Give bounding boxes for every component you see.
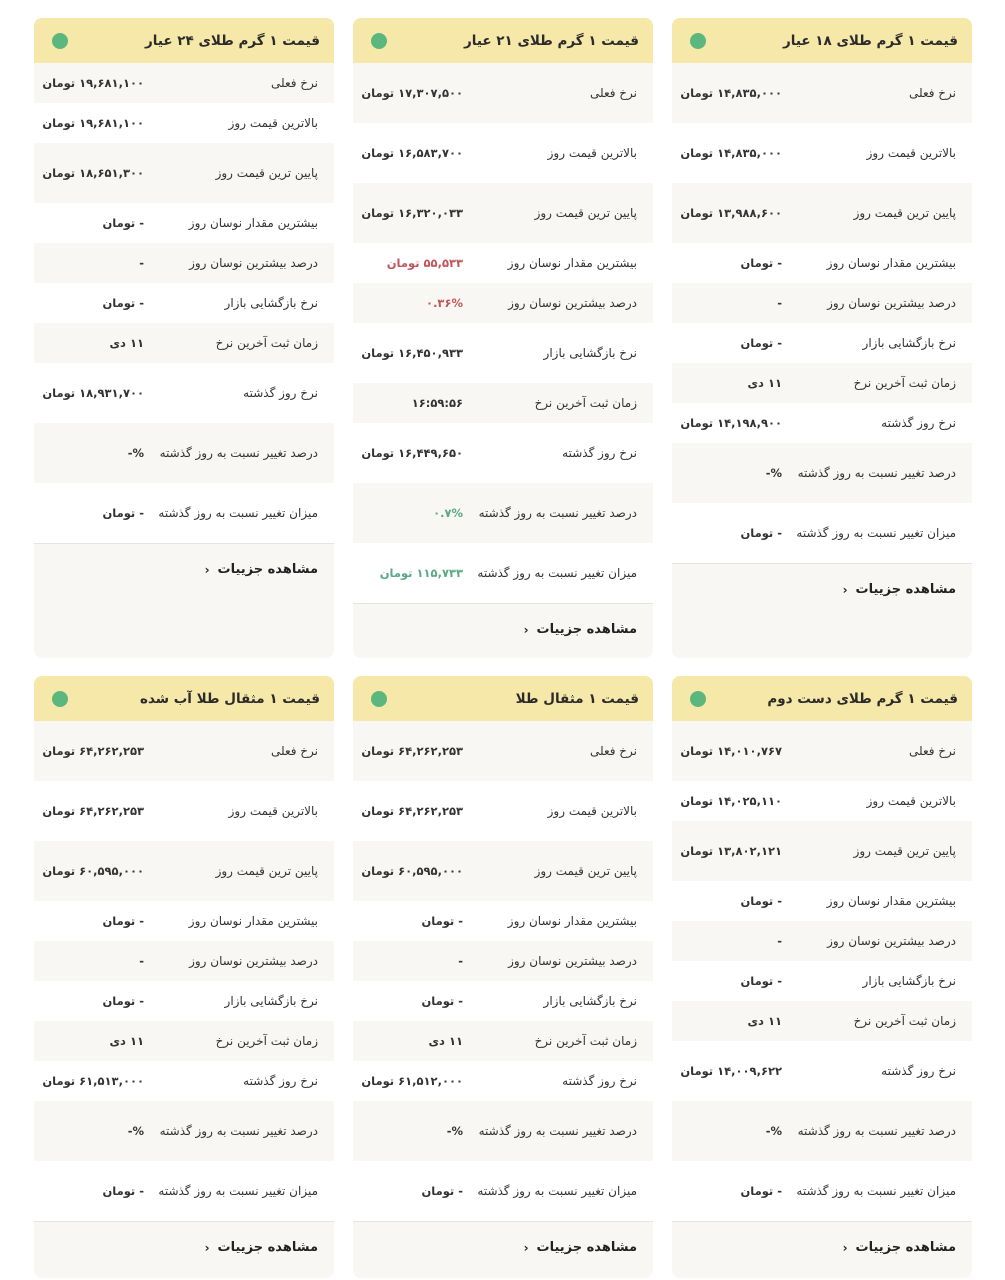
row-max-fluctuation <box>672 881 972 921</box>
row-opening-rate <box>672 961 972 1001</box>
row-label: نرخ بازگشایی بازار <box>543 994 637 1008</box>
row-label: پایین ترین قیمت روز <box>853 206 956 220</box>
row-value: ۱۴,۱۹۸,۹۰۰ تومان <box>680 415 782 430</box>
row-label: درصد تغییر نسبت به روز گذشته <box>797 466 956 480</box>
row-max-fluctuation <box>353 901 653 941</box>
row-value: ۱۶,۳۲۰,۰۳۳ تومان <box>361 205 463 220</box>
row-label: درصد بیشترین نوسان روز <box>827 934 956 948</box>
row-label: نرخ روز گذشته <box>562 446 637 460</box>
row-value: ۱۳,۸۰۲,۱۲۱ تومان <box>680 843 782 858</box>
card-footer <box>353 1221 653 1278</box>
rows <box>34 721 334 1221</box>
view-details-link[interactable] <box>524 1240 637 1255</box>
row-day-high <box>353 123 653 183</box>
row-label: پایین ترین قیمت روز <box>215 166 318 180</box>
row-max-fluctuation-pct <box>672 283 972 323</box>
card-footer <box>672 563 972 658</box>
row-label: بیشترین مقدار نوسان روز <box>826 256 956 270</box>
row-label: نرخ بازگشایی بازار <box>862 974 956 988</box>
row-value: ۱۴,۰۱۰,۷۶۷ تومان <box>680 743 782 758</box>
row-label: بالاترین قیمت روز <box>866 794 956 808</box>
row-day-low <box>34 841 334 901</box>
row-change-pct <box>353 483 653 543</box>
row-value: - <box>777 295 782 310</box>
row-label: میزان تغییر نسبت به روز گذشته <box>158 1184 318 1198</box>
row-last-update <box>353 1021 653 1061</box>
row-label: درصد بیشترین نوسان روز <box>189 256 318 270</box>
card-header <box>672 18 972 63</box>
card-header <box>353 676 653 721</box>
row-label: بیشترین مقدار نوسان روز <box>507 256 637 270</box>
row-label: نرخ فعلی <box>270 76 318 90</box>
row-value: ۱۸,۹۳۱,۷۰۰ تومان <box>42 385 144 400</box>
details-label: مشاهده جزییات <box>536 1240 637 1255</box>
row-value: - تومان <box>102 505 144 520</box>
row-value: - تومان <box>740 973 782 988</box>
row-day-low <box>672 821 972 881</box>
row-opening-rate <box>34 283 334 323</box>
row-value: - تومان <box>740 893 782 908</box>
row-value: ۱۶:۵۹:۵۶ <box>411 395 463 410</box>
row-current-rate <box>672 63 972 123</box>
row-label: نرخ روز گذشته <box>243 1074 318 1088</box>
status-dot-icon <box>690 33 706 49</box>
card-footer <box>672 1221 972 1278</box>
row-day-low <box>672 183 972 243</box>
row-value: - تومان <box>740 1183 782 1198</box>
card-title: قیمت ۱ گرم طلای ۲۴ عیار <box>144 32 320 49</box>
row-value: - <box>139 953 144 968</box>
status-dot-icon <box>371 691 387 707</box>
view-details-link[interactable] <box>205 562 318 577</box>
card-title: قیمت ۱ گرم طلای ۱۸ عیار <box>782 32 958 49</box>
row-opening-rate <box>672 323 972 363</box>
row-value: ۱۶,۴۵۰,۹۳۳ تومان <box>361 345 463 360</box>
row-label: درصد بیشترین نوسان روز <box>508 954 637 968</box>
row-value: - <box>458 953 463 968</box>
rows <box>34 63 334 543</box>
row-change-amount <box>672 503 972 563</box>
row-max-fluctuation-pct <box>353 941 653 981</box>
card-header <box>34 18 334 63</box>
row-label: پایین ترین قیمت روز <box>215 864 318 878</box>
row-value: ۶۰,۵۹۵,۰۰۰ تومان <box>42 863 144 878</box>
row-current-rate <box>34 721 334 781</box>
row-label: میزان تغییر نسبت به روز گذشته <box>477 1184 637 1198</box>
status-dot-icon <box>52 33 68 49</box>
card-gold-melted-mithqal <box>34 676 334 1278</box>
row-value: %- <box>765 465 782 480</box>
row-value: ۱۴,۸۳۵,۰۰۰ تومان <box>680 145 782 160</box>
row-value: ۶۴,۲۶۲,۲۵۳ تومان <box>361 803 463 818</box>
rows <box>353 721 653 1221</box>
card-title: قیمت ۱ گرم طلای ۲۱ عیار <box>463 32 639 49</box>
row-label: پایین ترین قیمت روز <box>853 844 956 858</box>
row-change-amount <box>353 1161 653 1221</box>
card-title: قیمت ۱ گرم طلای دست دوم <box>767 690 958 707</box>
row-opening-rate <box>353 323 653 383</box>
row-value: ۱۶,۴۴۹,۶۵۰ تومان <box>361 445 463 460</box>
row-value: ۱۱ دی <box>109 1033 144 1048</box>
row-label: بالاترین قیمت روز <box>866 146 956 160</box>
row-label: نرخ فعلی <box>270 744 318 758</box>
row-current-rate <box>353 721 653 781</box>
row-label: بیشترین مقدار نوسان روز <box>507 914 637 928</box>
row-prev-day-rate <box>34 363 334 423</box>
row-value: - تومان <box>740 525 782 540</box>
details-label: مشاهده جزییات <box>855 582 956 597</box>
row-max-fluctuation <box>34 901 334 941</box>
row-label: نرخ بازگشایی بازار <box>224 994 318 1008</box>
row-value: ۶۴,۲۶۲,۲۵۳ تومان <box>42 743 144 758</box>
card-gold-mithqal <box>353 676 653 1278</box>
row-value: - تومان <box>102 993 144 1008</box>
row-value: ۱۴,۸۳۵,۰۰۰ تومان <box>680 85 782 100</box>
row-change-amount <box>34 483 334 543</box>
row-current-rate <box>672 721 972 781</box>
row-label: درصد تغییر نسبت به روز گذشته <box>478 506 637 520</box>
row-label: نرخ فعلی <box>908 744 956 758</box>
row-value: ۱۷,۳۰۷,۵۰۰ تومان <box>361 85 463 100</box>
row-value: %- <box>127 445 144 460</box>
row-value: %- <box>765 1123 782 1138</box>
row-change-pct <box>672 1101 972 1161</box>
row-prev-day-rate <box>353 1061 653 1101</box>
row-value: ۵۵,۵۳۳ تومان <box>386 255 463 270</box>
row-label: بالاترین قیمت روز <box>547 146 637 160</box>
details-label: مشاهده جزییات <box>536 622 637 637</box>
chevron-left-icon: ‹ <box>842 1240 848 1255</box>
row-label: درصد بیشترین نوسان روز <box>508 296 637 310</box>
card-footer <box>34 543 334 658</box>
rows <box>672 721 972 1221</box>
row-prev-day-rate <box>672 403 972 443</box>
view-details-link[interactable] <box>843 582 956 597</box>
row-change-amount <box>353 543 653 603</box>
row-label: بیشترین مقدار نوسان روز <box>188 914 318 928</box>
status-dot-icon <box>52 691 68 707</box>
row-last-update <box>672 1001 972 1041</box>
row-value: - تومان <box>102 295 144 310</box>
row-label: بیشترین مقدار نوسان روز <box>826 894 956 908</box>
row-value: - <box>777 933 782 948</box>
card-header <box>34 676 334 721</box>
row-label: نرخ بازگشایی بازار <box>224 296 318 310</box>
row-label: بالاترین قیمت روز <box>228 804 318 818</box>
row-value: %- <box>446 1123 463 1138</box>
row-value: - تومان <box>421 1183 463 1198</box>
row-value: ۱۴,۰۲۵,۱۱۰ تومان <box>680 793 782 808</box>
row-max-fluctuation <box>353 243 653 283</box>
row-label: درصد تغییر نسبت به روز گذشته <box>159 446 318 460</box>
row-label: میزان تغییر نسبت به روز گذشته <box>158 506 318 520</box>
row-value: - تومان <box>421 913 463 928</box>
row-label: زمان ثبت آخرین نرخ <box>853 1014 956 1028</box>
row-value: ۱۹,۶۸۱,۱۰۰ تومان <box>42 115 144 130</box>
row-label: درصد بیشترین نوسان روز <box>189 954 318 968</box>
row-label: بالاترین قیمت روز <box>547 804 637 818</box>
row-label: پایین ترین قیمت روز <box>534 864 637 878</box>
row-value: ۶۴,۲۶۲,۲۵۳ تومان <box>42 803 144 818</box>
rows <box>672 63 972 563</box>
row-value: - تومان <box>740 255 782 270</box>
row-max-fluctuation <box>672 243 972 283</box>
chevron-left-icon: ‹ <box>523 1240 529 1255</box>
row-change-amount <box>672 1161 972 1221</box>
row-label: درصد تغییر نسبت به روز گذشته <box>797 1124 956 1138</box>
row-label: درصد تغییر نسبت به روز گذشته <box>159 1124 318 1138</box>
card-gold-second-hand <box>672 676 972 1278</box>
row-current-rate <box>353 63 653 123</box>
row-prev-day-rate <box>672 1041 972 1101</box>
row-value: %- <box>127 1123 144 1138</box>
status-dot-icon <box>690 691 706 707</box>
row-value: ۱۶,۵۸۳,۷۰۰ تومان <box>361 145 463 160</box>
row-day-low <box>353 183 653 243</box>
row-prev-day-rate <box>353 423 653 483</box>
row-value: - تومان <box>102 913 144 928</box>
row-last-update <box>34 323 334 363</box>
row-change-amount <box>34 1161 334 1221</box>
row-change-pct <box>353 1101 653 1161</box>
row-label: بالاترین قیمت روز <box>228 116 318 130</box>
row-change-pct <box>34 1101 334 1161</box>
row-value: ۱۴,۰۰۹,۶۲۲ تومان <box>680 1063 782 1078</box>
chevron-left-icon: ‹ <box>204 562 210 577</box>
row-label: نرخ بازگشایی بازار <box>862 336 956 350</box>
row-max-fluctuation <box>34 203 334 243</box>
row-value: ۶۱,۵۱۲,۰۰۰ تومان <box>361 1073 463 1088</box>
row-value: ۰.۳۶% <box>426 295 463 310</box>
row-label: زمان ثبت آخرین نرخ <box>215 1034 318 1048</box>
row-label: زمان ثبت آخرین نرخ <box>534 396 637 410</box>
row-value: ۱۱ دی <box>428 1033 463 1048</box>
row-current-rate <box>34 63 334 103</box>
chevron-left-icon: ‹ <box>842 582 848 597</box>
chevron-left-icon: ‹ <box>523 622 529 637</box>
row-max-fluctuation-pct <box>34 941 334 981</box>
row-label: نرخ فعلی <box>589 744 637 758</box>
row-label: میزان تغییر نسبت به روز گذشته <box>796 1184 956 1198</box>
row-value: ۱۳,۹۸۸,۶۰۰ تومان <box>680 205 782 220</box>
chevron-left-icon: ‹ <box>204 1240 210 1255</box>
row-label: زمان ثبت آخرین نرخ <box>853 376 956 390</box>
row-day-high <box>672 781 972 821</box>
row-label: زمان ثبت آخرین نرخ <box>215 336 318 350</box>
view-details-link[interactable] <box>524 622 637 637</box>
row-last-update <box>672 363 972 403</box>
row-label: درصد بیشترین نوسان روز <box>827 296 956 310</box>
row-day-high <box>34 781 334 841</box>
row-label: نرخ روز گذشته <box>881 416 956 430</box>
card-header <box>672 676 972 721</box>
row-day-high <box>34 103 334 143</box>
row-value: ۶۱,۵۱۳,۰۰۰ تومان <box>42 1073 144 1088</box>
card-footer <box>353 603 653 658</box>
row-label: زمان ثبت آخرین نرخ <box>534 1034 637 1048</box>
row-day-high <box>672 123 972 183</box>
card-title: قیمت ۱ مثقال طلا آب شده <box>139 690 320 707</box>
row-max-fluctuation-pct <box>353 283 653 323</box>
row-label: میزان تغییر نسبت به روز گذشته <box>796 526 956 540</box>
row-opening-rate <box>34 981 334 1021</box>
row-label: بیشترین مقدار نوسان روز <box>188 216 318 230</box>
row-value: - تومان <box>102 215 144 230</box>
row-value: ۱۱۵,۷۳۳ تومان <box>379 565 463 580</box>
row-change-pct <box>672 443 972 503</box>
row-label: نرخ بازگشایی بازار <box>543 346 637 360</box>
row-value: ۱۱ دی <box>747 375 782 390</box>
view-details-link[interactable] <box>843 1240 956 1255</box>
row-value: ۱۸,۶۵۱,۳۰۰ تومان <box>42 165 144 180</box>
row-day-low <box>353 841 653 901</box>
row-label: میزان تغییر نسبت به روز گذشته <box>477 566 637 580</box>
details-label: مشاهده جزییات <box>217 562 318 577</box>
row-day-high <box>353 781 653 841</box>
row-value: ۶۴,۲۶۲,۲۵۳ تومان <box>361 743 463 758</box>
row-label: نرخ فعلی <box>908 86 956 100</box>
row-prev-day-rate <box>34 1061 334 1101</box>
status-dot-icon <box>371 33 387 49</box>
details-label: مشاهده جزییات <box>855 1240 956 1255</box>
card-footer <box>34 1221 334 1278</box>
row-last-update <box>34 1021 334 1061</box>
card-gold-18k <box>672 18 972 658</box>
row-change-pct <box>34 423 334 483</box>
row-label: نرخ فعلی <box>589 86 637 100</box>
row-value: - <box>139 255 144 270</box>
row-day-low <box>34 143 334 203</box>
row-label: درصد تغییر نسبت به روز گذشته <box>478 1124 637 1138</box>
card-gold-24k <box>34 18 334 658</box>
details-label: مشاهده جزییات <box>217 1240 318 1255</box>
row-max-fluctuation-pct <box>34 243 334 283</box>
row-label: پایین ترین قیمت روز <box>534 206 637 220</box>
row-opening-rate <box>353 981 653 1021</box>
row-value: ۱۱ دی <box>109 335 144 350</box>
card-gold-21k <box>353 18 653 658</box>
row-label: نرخ روز گذشته <box>881 1064 956 1078</box>
card-header <box>353 18 653 63</box>
view-details-link[interactable] <box>205 1240 318 1255</box>
row-value: ۰.۷% <box>433 505 463 520</box>
row-value: - تومان <box>740 335 782 350</box>
row-value: ۶۰,۵۹۵,۰۰۰ تومان <box>361 863 463 878</box>
row-value: - تومان <box>102 1183 144 1198</box>
row-last-update <box>353 383 653 423</box>
row-value: ۱۱ دی <box>747 1013 782 1028</box>
row-value: - تومان <box>421 993 463 1008</box>
row-label: نرخ روز گذشته <box>562 1074 637 1088</box>
card-title: قیمت ۱ مثقال طلا <box>515 690 639 707</box>
rows <box>353 63 653 603</box>
row-max-fluctuation-pct <box>672 921 972 961</box>
row-value: ۱۹,۶۸۱,۱۰۰ تومان <box>42 75 144 90</box>
row-label: نرخ روز گذشته <box>243 386 318 400</box>
